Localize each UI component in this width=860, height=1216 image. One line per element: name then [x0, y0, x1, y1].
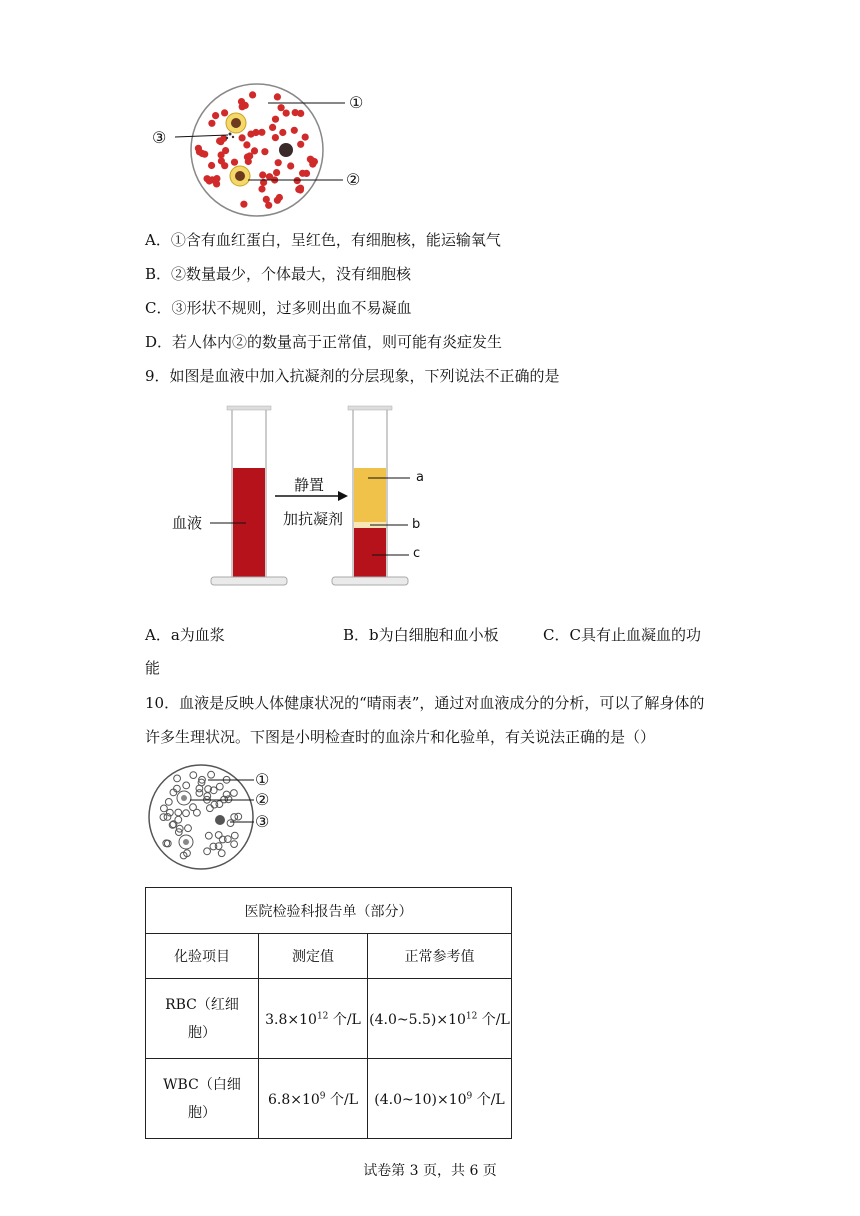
- header-item: 化验项目: [146, 934, 259, 979]
- cell-dot: [272, 134, 279, 141]
- ref-base: (4.0~5.5)×10: [369, 1011, 466, 1028]
- arrow-label-top: 静置: [294, 476, 325, 494]
- q8-option-b: B．②数量最少，个体最大，没有细胞核: [145, 265, 412, 283]
- fig1-label-1: ①: [349, 93, 364, 112]
- layer-label-a: a: [416, 470, 424, 485]
- cell-dot: [283, 110, 290, 117]
- q10-stem-line1: 10．血液是反映人体健康状况的“晴雨表”，通过对血液成分的分析，可以了解身体的: [145, 694, 705, 712]
- fig2-label-2: ②: [255, 790, 270, 809]
- cell-dot: [266, 173, 273, 180]
- row-value: [259, 979, 368, 1059]
- ref-exponent: 9: [466, 1090, 473, 1101]
- cell-dot: [258, 185, 265, 192]
- cell-dot: [303, 170, 310, 177]
- cell-dot: [204, 175, 211, 182]
- table-row: [146, 1059, 512, 1139]
- cell-dot: [246, 152, 253, 159]
- ref-base: (4.0~10)×10: [374, 1091, 467, 1108]
- cell-dot: [261, 148, 268, 155]
- cell-dot: [240, 201, 247, 208]
- blood-label: 血液: [172, 514, 203, 532]
- cell-dot: [274, 93, 281, 100]
- cell-dot: [278, 104, 285, 111]
- row-item-line2: 胞）: [188, 1104, 216, 1121]
- cell-dot: [231, 159, 238, 166]
- cell-dot: [208, 162, 215, 169]
- row-item-line1: RBC（红细: [165, 996, 239, 1013]
- cell-dot: [276, 194, 283, 201]
- row-item-line1: WBC（白细: [163, 1076, 241, 1093]
- cell-dot: [287, 162, 294, 169]
- fig1-label-3: ③: [152, 128, 167, 147]
- q9-option-c-continued: 能: [145, 659, 161, 677]
- fig1-label-2: ②: [346, 170, 361, 189]
- cell-dot: [279, 129, 286, 136]
- value-exponent: 9: [319, 1090, 326, 1101]
- row-item: [146, 979, 259, 1059]
- table-row: [146, 979, 512, 1059]
- cell-dot: [213, 175, 220, 182]
- header-value: 测定值: [259, 934, 368, 979]
- cell-dot: [216, 137, 223, 144]
- report-title: 医院检验科报告单（部分）: [146, 888, 512, 934]
- cylinder-figure: [0, 400, 860, 600]
- cell-dot: [208, 120, 215, 127]
- fig2-label-1: ①: [255, 770, 270, 789]
- cell-dot: [307, 156, 314, 163]
- layer-label-b: b: [412, 517, 421, 532]
- cell-dot: [252, 129, 259, 136]
- cell-dot: [243, 141, 250, 148]
- cell-dot: [269, 124, 276, 131]
- arrow-label-bottom: 加抗凝剂: [283, 510, 344, 528]
- cell-dot: [297, 185, 304, 192]
- cell-dot: [265, 202, 272, 209]
- value-unit: 个/L: [325, 1091, 358, 1108]
- q8-option-d: D．若人体内②的数量高于正常值，则可能有炎症发生: [145, 333, 503, 351]
- row-value: [259, 1059, 368, 1139]
- row-reference: [368, 1059, 512, 1139]
- row-item-line2: 胞）: [188, 1024, 216, 1041]
- value-exponent: 12: [316, 1010, 329, 1021]
- value-base: 3.8×10: [265, 1011, 317, 1028]
- q8-option-c: C．③形状不规则，过多则出血不易凝血: [145, 299, 412, 317]
- cell-dot: [297, 141, 304, 148]
- blood-smear-figure-color: [0, 0, 860, 220]
- cell-dot: [259, 171, 266, 178]
- q9-option-c: C．C具有止血凝血的功: [543, 626, 701, 644]
- q9-option-b: B．b为白细胞和血小板: [343, 626, 499, 644]
- cell-dot: [218, 157, 225, 164]
- cell-dot: [292, 109, 299, 116]
- cell-dot: [212, 112, 219, 119]
- value-base: 6.8×10: [267, 1091, 320, 1108]
- fig2-label-3: ③: [255, 812, 270, 831]
- cell-dot: [272, 116, 279, 123]
- q10-stem-line2: 许多生理状况。下图是小明检查时的血涂片和化验单，有关说法正确的是（）: [145, 728, 656, 746]
- ref-unit: 个/L: [477, 1011, 510, 1028]
- blood-smear-figure-bw: [0, 760, 860, 880]
- lab-report-table: [145, 887, 512, 1139]
- cell-dot: [275, 159, 282, 166]
- q9-stem: 9．如图是血液中加入抗凝剂的分层现象，下列说法不正确的是: [145, 367, 560, 385]
- cell-dot: [196, 148, 203, 155]
- cell-dot: [221, 109, 228, 116]
- cell-dot: [249, 91, 256, 98]
- row-item: [146, 1059, 259, 1139]
- cell-dot: [302, 134, 309, 141]
- cell-dot: [291, 127, 298, 134]
- cell-dot: [273, 169, 280, 176]
- page-footer: 试卷第 3 页，共 6 页: [363, 1163, 497, 1179]
- layer-label-c: c: [413, 546, 421, 561]
- value-unit: 个/L: [328, 1011, 361, 1028]
- ref-exponent: 12: [465, 1010, 478, 1021]
- cell-dot: [294, 177, 301, 184]
- header-reference: 正常参考值: [368, 934, 512, 979]
- q9-option-a: A．a为血浆: [145, 626, 225, 644]
- q8-option-a: A．①含有血红蛋白，呈红色，有细胞核，能运输氧气: [145, 231, 501, 249]
- cell-dot: [239, 134, 246, 141]
- cell-dot: [238, 98, 245, 105]
- ref-unit: 个/L: [472, 1091, 505, 1108]
- row-reference: [368, 979, 512, 1059]
